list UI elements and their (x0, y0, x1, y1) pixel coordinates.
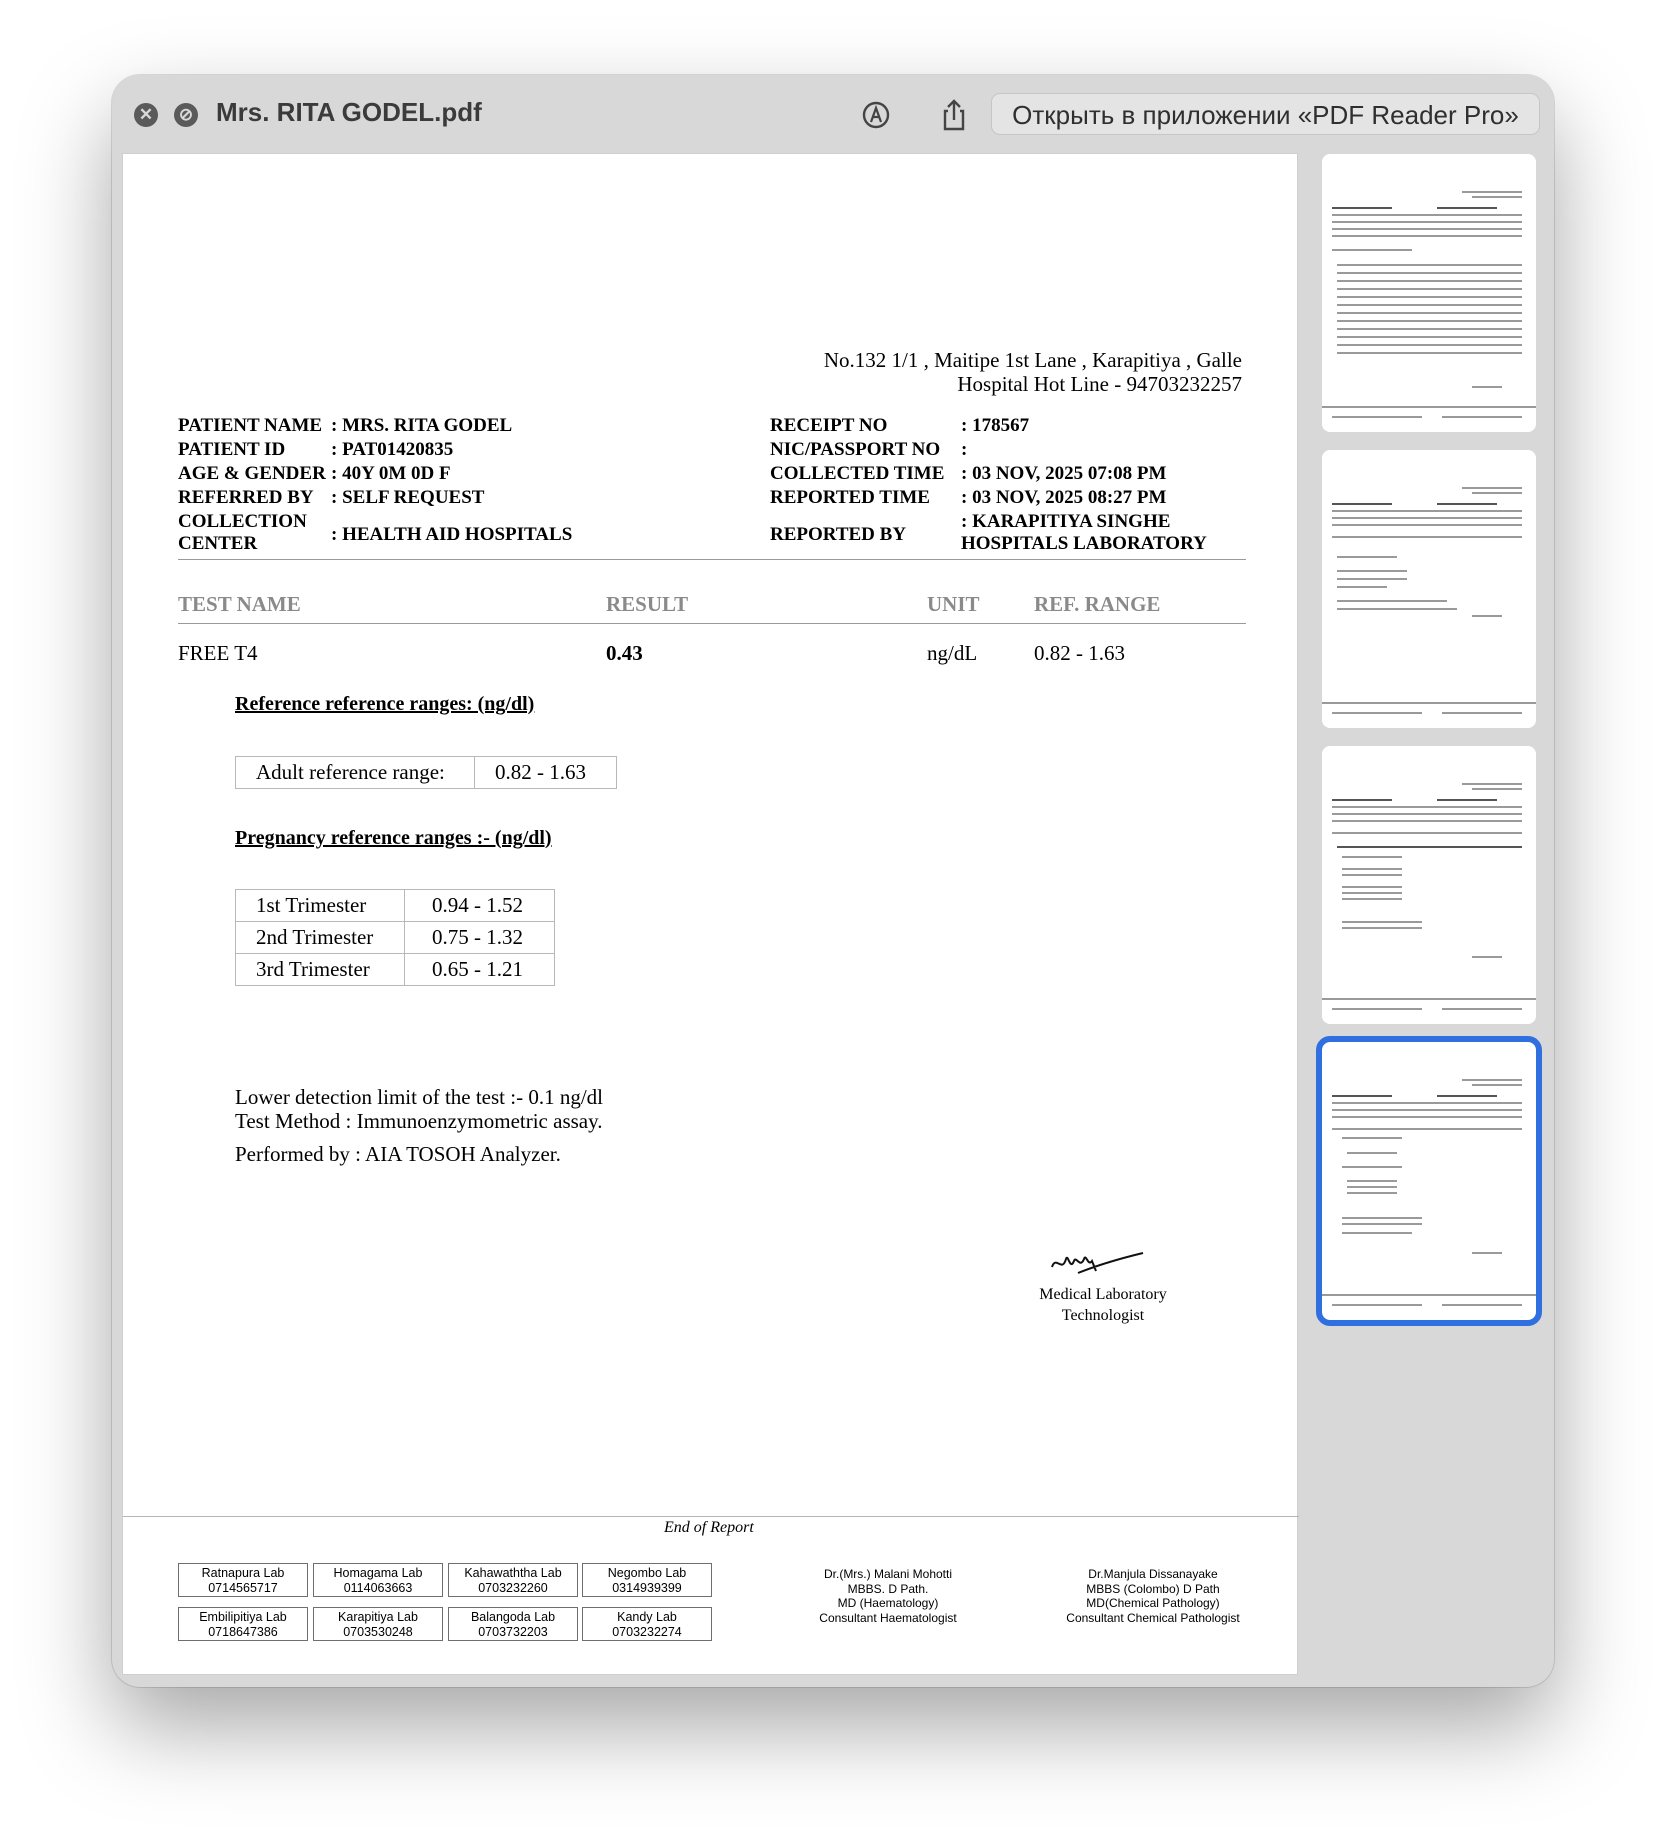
value-collection-center: : HEALTH AID HOSPITALS (331, 524, 573, 545)
markup-icon[interactable] (858, 97, 894, 133)
label-nic: NIC/PASSPORT NO (770, 439, 941, 460)
signature-title-line1: Medical Laboratory (1039, 1286, 1167, 1303)
test-result: 0.43 (606, 641, 643, 665)
reference-ranges-title: Reference reference ranges: (ng/dl) (235, 693, 535, 715)
value-reported-time: : 03 NOV, 2025 08:27 PM (961, 487, 1167, 508)
end-divider (123, 1516, 1299, 1517)
value-patient-id: : PAT01420835 (331, 439, 454, 460)
lab-name: Kahawaththa Lab (464, 1566, 562, 1580)
page-thumbnail-3[interactable] (1322, 746, 1536, 1024)
lab-box (448, 1607, 578, 1641)
lab-phone: 0703530248 (343, 1625, 413, 1639)
lab-phone: 0114063663 (343, 1581, 413, 1595)
signature-title-line2: Technologist (1061, 1307, 1145, 1324)
value-patient-name: : MRS. RITA GODEL (331, 415, 513, 436)
col-ref-range: REF. RANGE (1034, 592, 1161, 616)
label-collected-time: COLLECTED TIME (770, 463, 945, 484)
collection-label-line1: COLLECTION (178, 511, 307, 532)
doctor-line: MBBS (Colombo) D Path (1086, 1581, 1220, 1596)
doctor-line: MD (Haematology) (837, 1596, 939, 1610)
page-thumbnail-4[interactable] (1322, 1042, 1536, 1320)
lab-name: Balangoda Lab (470, 1610, 556, 1624)
patient-values-left (331, 414, 512, 510)
header-divider-bottom (178, 623, 1246, 624)
pdf-page (122, 153, 1298, 1675)
col-unit: UNIT (927, 592, 980, 616)
lab-phone: 0314939399 (612, 1581, 682, 1595)
detection-limit-note: Lower detection limit of the test :- 0.1 ng/dl (235, 1085, 604, 1109)
lab-name: Negombo Lab (607, 1566, 687, 1580)
page-thumbnail-2[interactable] (1322, 450, 1536, 728)
lab-box (448, 1563, 578, 1597)
test-unit: ng/dL (927, 641, 978, 665)
table-row (236, 757, 617, 789)
value-reported-by (961, 511, 1207, 555)
doctor-line: MD(Chemical Pathology) (1086, 1596, 1220, 1610)
trimester-name: 2nd Trimester (236, 922, 405, 954)
col-test-name: TEST NAME (178, 592, 301, 616)
lab-box (582, 1607, 712, 1641)
pregnancy-ranges-title: Pregnancy reference ranges :- (ng/dl) (235, 827, 552, 849)
doctor-line: Consultant Haematologist (819, 1610, 957, 1625)
test-method-note: Test Method : Immunoenzymometric assay. (235, 1109, 603, 1133)
label-referred-by: REFERRED BY (178, 487, 314, 508)
header-divider-top (178, 559, 1246, 560)
value-age-gender: : 40Y 0M 0D F (331, 463, 451, 484)
lab-name: Embilipitiya Lab (199, 1610, 287, 1624)
lab-phone: 0703732203 (478, 1625, 548, 1639)
table-row (236, 954, 555, 986)
lab-phone: 0703232274 (612, 1625, 682, 1639)
lab-name: Homagama Lab (333, 1566, 423, 1580)
value-receipt-no: : 178567 (961, 415, 1030, 436)
hotline-line: Hospital Hot Line - 94703232257 (957, 372, 1242, 396)
lab-box (313, 1563, 443, 1597)
lab-name: Kandy Lab (617, 1610, 677, 1624)
performed-by-note: Performed by : AIA TOSOH Analyzer. (235, 1142, 561, 1166)
trimester-name: 3rd Trimester (236, 954, 405, 986)
patient-values-right (961, 414, 1166, 510)
label-age-gender: AGE & GENDER (178, 463, 326, 484)
patient-labels-left (178, 414, 326, 510)
lab-box (313, 1607, 443, 1641)
doctor-line: Dr.(Mrs.) Malani Mohotti (823, 1567, 953, 1581)
value-referred-by: : SELF REQUEST (331, 487, 485, 508)
hide-icon[interactable]: ⊘ (174, 103, 198, 127)
lab-name: Karapitiya Lab (338, 1610, 418, 1624)
signature-image (1048, 1247, 1148, 1279)
lab-name: Ratnapura Lab (201, 1566, 285, 1580)
lab-address (824, 348, 1242, 396)
table-row (236, 922, 555, 954)
col-result: RESULT (606, 592, 689, 616)
test-notes (235, 1085, 603, 1133)
doctor-line: Dr.Manjula Dissanayake (1088, 1567, 1218, 1581)
patient-labels-right (770, 414, 944, 510)
label-receipt-no: RECEIPT NO (770, 415, 888, 436)
test-name: FREE T4 (178, 641, 258, 665)
lab-box (582, 1563, 712, 1597)
title-bar (112, 75, 1554, 153)
reported-by-line2: HOSPITALS LABORATORY (961, 533, 1207, 554)
label-reported-time: REPORTED TIME (770, 487, 930, 508)
doctor-line: Consultant Chemical Pathologist (1066, 1610, 1240, 1625)
share-icon[interactable] (936, 97, 972, 133)
signature-title (1023, 1284, 1183, 1326)
doctor-line: MBBS. D Path. (847, 1581, 929, 1596)
collection-label-line2: CENTER (178, 533, 258, 554)
test-ref-range: 0.82 - 1.63 (1034, 641, 1125, 665)
trimester-value: 0.94 - 1.52 (405, 890, 555, 922)
label-patient-name: PATIENT NAME (178, 415, 323, 436)
adult-range-label: Adult reference range: (236, 757, 475, 789)
doctor-chemical-pathologist (1053, 1567, 1253, 1625)
adult-range-value: 0.82 - 1.63 (475, 757, 617, 789)
open-in-app-button[interactable]: Открыть в приложении «PDF Reader Pro» (991, 93, 1540, 135)
trimester-name: 1st Trimester (236, 890, 405, 922)
pregnancy-range-table (235, 889, 555, 986)
end-of-report: End of Report (664, 1519, 754, 1536)
lab-phone: 0703232260 (478, 1581, 548, 1595)
page-thumbnail-1[interactable] (1322, 154, 1536, 432)
window-title: Mrs. RITA GODEL.pdf (216, 97, 482, 127)
doctor-haematologist (788, 1567, 988, 1625)
adult-range-table (235, 756, 617, 789)
label-collection-center (178, 511, 307, 555)
close-icon[interactable]: ✕ (134, 103, 158, 127)
label-reported-by: REPORTED BY (770, 524, 907, 545)
preview-window (112, 75, 1554, 1687)
lab-box (178, 1607, 308, 1641)
value-nic: : (961, 439, 968, 460)
label-patient-id: PATIENT ID (178, 439, 286, 460)
lab-box (178, 1563, 308, 1597)
reported-by-line1: : KARAPITIYA SINGHE (961, 511, 1171, 532)
trimester-value: 0.65 - 1.21 (405, 954, 555, 986)
lab-phone: 0714565717 (208, 1581, 278, 1595)
address-line: No.132 1/1 , Maitipe 1st Lane , Karapitiya , Galle (823, 348, 1242, 372)
lab-phone: 0718647386 (208, 1625, 278, 1639)
trimester-value: 0.75 - 1.32 (405, 922, 555, 954)
table-row (236, 890, 555, 922)
value-collected-time: : 03 NOV, 2025 07:08 PM (961, 463, 1167, 484)
